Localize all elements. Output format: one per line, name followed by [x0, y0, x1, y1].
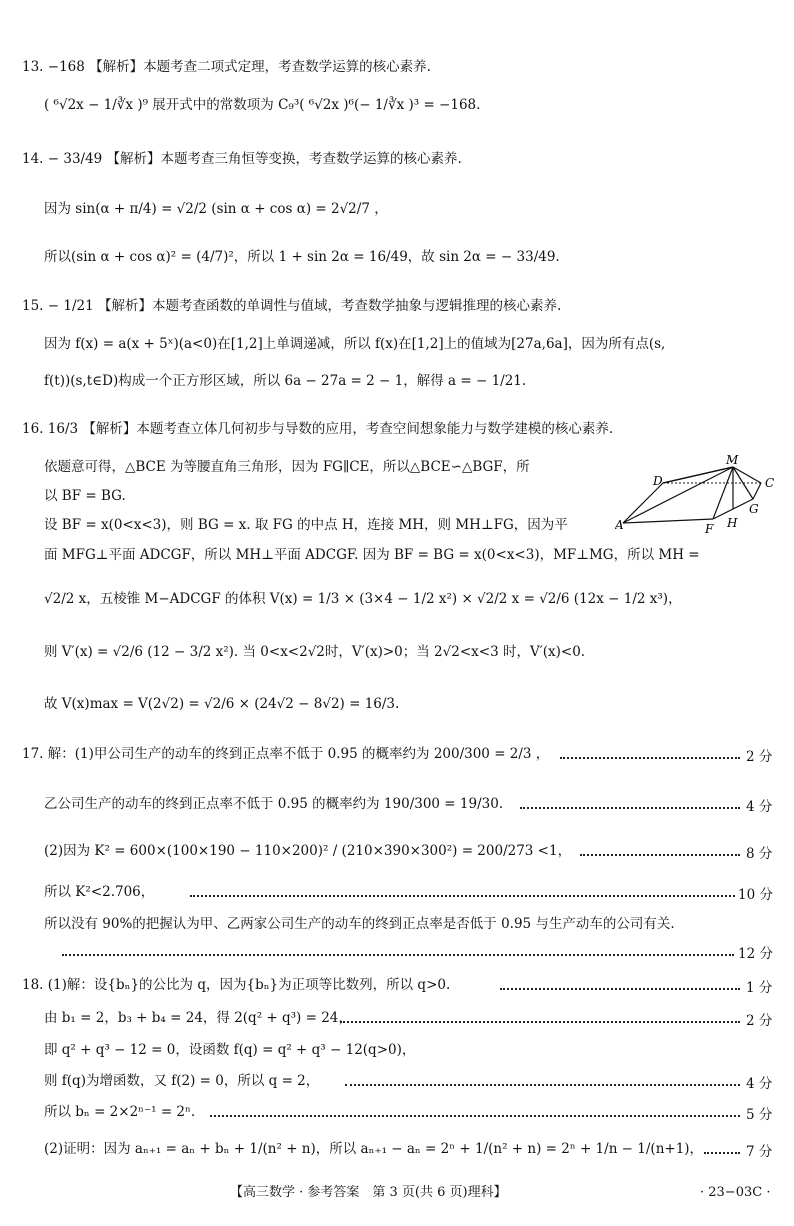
p18-dots1	[500, 988, 740, 990]
footer-code: · 23−03C ·	[700, 1185, 771, 1200]
p14-line2: 因为 sin(α + π/4) = √2/2 (sin α + cos α) = 2√2/7 ，	[44, 201, 388, 217]
p18-line6: (2)证明：因为 aₙ₊₁ = aₙ + bₙ + 1/(n² + n)，所以 aₙ₊₁ − aₙ = 2ⁿ + 1/(n² + n) = 2ⁿ + 1/n − 1/(n+1)，	[44, 1141, 704, 1157]
p17-score2: 4 分	[746, 799, 773, 815]
p13-line2: ( ⁶√2x − 1/∛x )⁹ 展开式中的常数项为 C₉³( ⁶√2x )⁶(− 1/∛x )³ = −168.	[44, 97, 481, 113]
label-D: D	[653, 474, 663, 488]
p17-score1: 2 分	[746, 749, 773, 765]
p16-line5: 面 MFG⊥平面 ADCGF，所以 MH⊥平面 ADCGF. 因为 BF = BG = x(0<x<3)，MF⊥MG，所以 MH =	[44, 547, 700, 563]
p16-line7: 则 V′(x) = √2/6 (12 − 3/2 x²). 当 0<x<2√2时，V′(x)>0；当 2√2<x<3 时，V′(x)<0.	[44, 644, 586, 660]
p18-score4: 4 分	[746, 1076, 773, 1092]
p17-line3: (2)因为 K² = 600×(100×190 − 110×200)² / (210×390×300²) = 200/273 <1，	[44, 843, 572, 859]
p17-line1: 17. 解：(1)甲公司生产的动车的终到正点率不低于 0.95 的概率约为 200/300 = 2/3 ，	[22, 746, 550, 762]
p17-dots3	[580, 854, 740, 856]
p18-line4: 则 f(q)为增函数，又 f(2) = 0，所以 q = 2，	[44, 1073, 320, 1089]
p18-line3: 即 q² + q³ − 12 = 0，设函数 f(q) = q² + q³ − 12(q>0)，	[44, 1042, 416, 1058]
p17-line5: 所以没有 90%的把握认为甲、乙两家公司生产的动车的终到正点率是否低于 0.95 与生产动车的公司有关.	[44, 916, 675, 932]
label-M: M	[726, 455, 739, 467]
p18-score5: 5 分	[746, 1107, 773, 1123]
p15-line1: 15. − 1/21 【解析】本题考查函数的单调性与值域，考查数学抽象与逻辑推理的核心素养.	[22, 298, 562, 314]
footer-text: 【高三数学 · 参考答案 第 3 页(共 6 页)理科】	[230, 1185, 507, 1200]
p13-line1: 13. −168 【解析】本题考查二项式定理，考查数学运算的核心素养.	[22, 59, 431, 75]
p17-score4: 10 分	[738, 887, 773, 903]
label-A: A	[615, 518, 624, 532]
p16-line6: √2/2 x，五棱锥 M−ADCGF 的体积 V(x) = 1/3 × (3×4 − 1/2 x²) × √2/2 x = √2/6 (12x − 1/2 x³)，	[44, 591, 682, 607]
p18-dots5	[210, 1115, 740, 1117]
p17-line2: 乙公司生产的动车的终到正点率不低于 0.95 的概率约为 190/300 = 19/30.	[44, 796, 504, 812]
p18-dots4	[345, 1084, 740, 1086]
p18-line5: 所以 bₙ = 2×2ⁿ⁻¹ = 2ⁿ.	[44, 1104, 196, 1120]
p18-score1: 1 分	[746, 980, 773, 996]
p17-dots2	[520, 807, 740, 809]
p16-line1: 16. 16/3 【解析】本题考查立体几何初步与导数的应用，考查空间想象能力与数学建模的核心素养.	[22, 421, 614, 437]
p15-line2: 因为 f(x) = a(x + 5ˣ)(a<0)在[1,2]上单调递减，所以 f(x)在[1,2]上的值域为[27a,6a]，因为所有点(s,	[44, 336, 666, 352]
p16-line4: 设 BF = x(0<x<3)，则 BG = x. 取 FG 的中点 H，连接 MH，则 MH⊥FG，因为平	[44, 517, 568, 533]
p18-line2: 由 b₁ = 2，b₃ + b₄ = 24，得 2(q² + q³) = 24，	[44, 1010, 352, 1026]
p17-score3: 8 分	[746, 846, 773, 862]
p16-line2: 依题意可得，△BCE 为等腰直角三角形，因为 FG∥CE，所以△BCE∽△BGF，所	[44, 459, 530, 475]
pyramid-figure	[615, 455, 785, 535]
p17-dots5	[62, 954, 734, 956]
label-H: H	[727, 516, 738, 530]
label-F: F	[705, 522, 714, 535]
p18-score6: 7 分	[746, 1144, 773, 1160]
p18-dots6	[704, 1152, 740, 1154]
p17-line4: 所以 K²<2.706，	[44, 884, 155, 900]
label-G: G	[749, 502, 759, 516]
p18-line1: 18. (1)解：设{bₙ}的公比为 q，因为{bₙ}为正项等比数列，所以 q>0.	[22, 977, 451, 993]
p14-line3: 所以(sin α + cos α)² = (4/7)²，所以 1 + sin 2α = 16/49，故 sin 2α = − 33/49.	[44, 249, 560, 265]
p14-line1: 14. − 33/49 【解析】本题考查三角恒等变换，考查数学运算的核心素养.	[22, 151, 462, 167]
p18-dots2	[340, 1021, 740, 1023]
p16-line8: 故 V(x)max = V(2√2) = √2/6 × (24√2 − 8√2) = 16/3.	[44, 696, 400, 712]
p15-line3: f(t))(s,t∈D)构成一个正方形区域，所以 6a − 27a = 2 − 1，解得 a = − 1/21.	[44, 373, 527, 389]
p18-score2: 2 分	[746, 1013, 773, 1029]
p17-dots4	[190, 895, 735, 897]
label-C: C	[765, 476, 775, 490]
p16-line3: 以 BF = BG.	[44, 488, 126, 504]
p17-dots1	[560, 757, 740, 759]
p17-score5: 12 分	[738, 946, 773, 962]
